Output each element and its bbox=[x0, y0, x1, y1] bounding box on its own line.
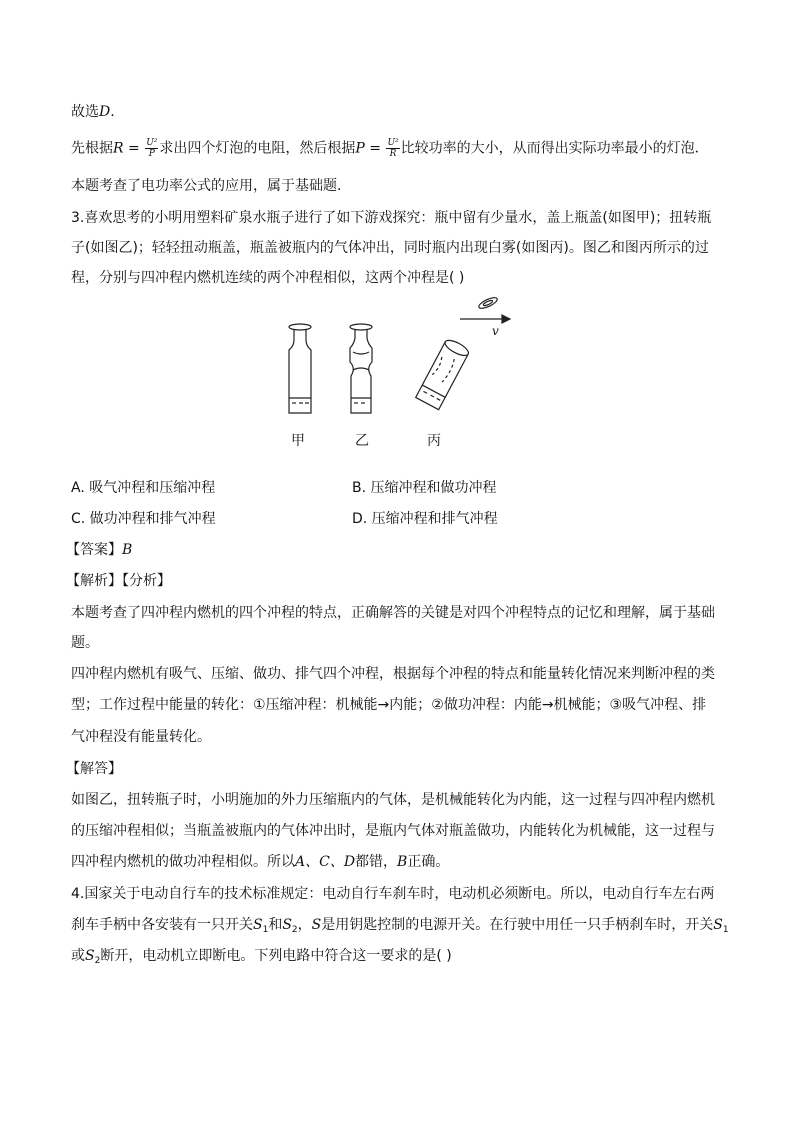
q3-line-3: 程，分别与四冲程内燃机连续的两个冲程相似，这两个冲程是( ) bbox=[71, 270, 465, 286]
conclusion-line: 故选D. bbox=[71, 104, 115, 120]
bottle-figure bbox=[270, 290, 530, 455]
q4-line-1: 4.国家关于电动自行车的技术标准规定：电动自行车刹车时，电动机必须断电。所以，电动自行车左右两 bbox=[71, 886, 715, 902]
solution-heading: 【解答】 bbox=[66, 761, 122, 777]
solution-line-2: 的压缩冲程相似；当瓶盖被瓶内的气体冲出时，是瓶内气体对瓶盖做功，内能转化为机械能，这一过程与 bbox=[71, 823, 715, 839]
analysis-line-5: 气冲程没有能量转化。 bbox=[71, 729, 211, 745]
analysis-line-2: 题。 bbox=[71, 635, 99, 651]
analysis-heading: 【解析】【分析】 bbox=[66, 573, 171, 589]
formula-line: 先根据R = $\frac{\text{U²}}{P}$ 求出四个灯泡的电阻，然后根据P = $\frac{\text{U²}}{R}$ 比较功率的大小，从而得出实际功率最小的灯泡． bbox=[71, 138, 709, 159]
bottle-bing bbox=[416, 296, 510, 410]
analysis-line-4: 型；工作过程中能量的转化：①压缩冲程：机械能→内能；②做功冲程：内能→机械能；③吸气冲程、排 bbox=[71, 697, 707, 713]
answer-line: 【答案】B bbox=[66, 542, 133, 558]
solution-line-1: 如图乙，扭转瓶子时，小明施加的外力压缩瓶内的气体，是机械能转化为内能，这一过程与四冲程内燃机 bbox=[71, 792, 715, 808]
q4-line-3: 或$S_2$断开，电动机立即断电。下列电路中符合这一要求的是( ) bbox=[71, 948, 452, 966]
q4-line-2: 刹车手柄中各安装有一只开关$S_1$和$S_2$，S是用钥匙控制的电源开关。在行驶中用任一只手柄刹车时，开关$S_1$ bbox=[71, 917, 729, 935]
fraction-u2-over-p: $\frac{\text{U²}}{P}$ bbox=[146, 138, 158, 159]
figure-label-bing: 丙 bbox=[427, 433, 441, 449]
summary-line: 本题考查了电功率公式的应用，属于基础题． bbox=[71, 178, 351, 194]
analysis-line-3: 四冲程内燃机有吸气、压缩、做功、排气四个冲程，根据每个冲程的特点和能量转化情况来判断冲程的类 bbox=[71, 666, 715, 682]
option-b[interactable]: B. 压缩冲程和做功冲程 bbox=[352, 480, 497, 496]
bottle-yi bbox=[350, 324, 372, 413]
solution-line-3: 四冲程内燃机的做功冲程相似。所以A、C、D都错，B正确。 bbox=[71, 854, 450, 870]
option-d[interactable]: D. 压缩冲程和排气冲程 bbox=[352, 511, 498, 527]
bottle-jia bbox=[289, 324, 311, 413]
figure-label-yi: 乙 bbox=[355, 433, 369, 449]
q3-line-2: 子(如图乙)；轻轻扭动瓶盖，瓶盖被瓶内的气体冲出，同时瓶内出现白雾(如图丙)。图乙和图丙所示的过 bbox=[71, 240, 709, 256]
option-c[interactable]: C. 做功冲程和排气冲程 bbox=[71, 511, 216, 527]
velocity-label: v bbox=[492, 324, 499, 338]
option-a[interactable]: A. 吸气冲程和压缩冲程 bbox=[71, 480, 216, 496]
q3-line-1: 3.喜欢思考的小明用塑料矿泉水瓶子进行了如下游戏探究：瓶中留有少量水，盖上瓶盖(如图甲)；扭转瓶 bbox=[71, 210, 712, 226]
figure-label-jia: 甲 bbox=[291, 433, 305, 449]
fraction-u2-over-r: $\frac{\text{U²}}{R}$ bbox=[387, 138, 399, 159]
analysis-line-1: 本题考查了四冲程内燃机的四个冲程的特点，正确解答的关键是对四个冲程特点的记忆和理解，属于基础 bbox=[71, 605, 715, 621]
bottle-figure-drawing bbox=[270, 290, 530, 455]
